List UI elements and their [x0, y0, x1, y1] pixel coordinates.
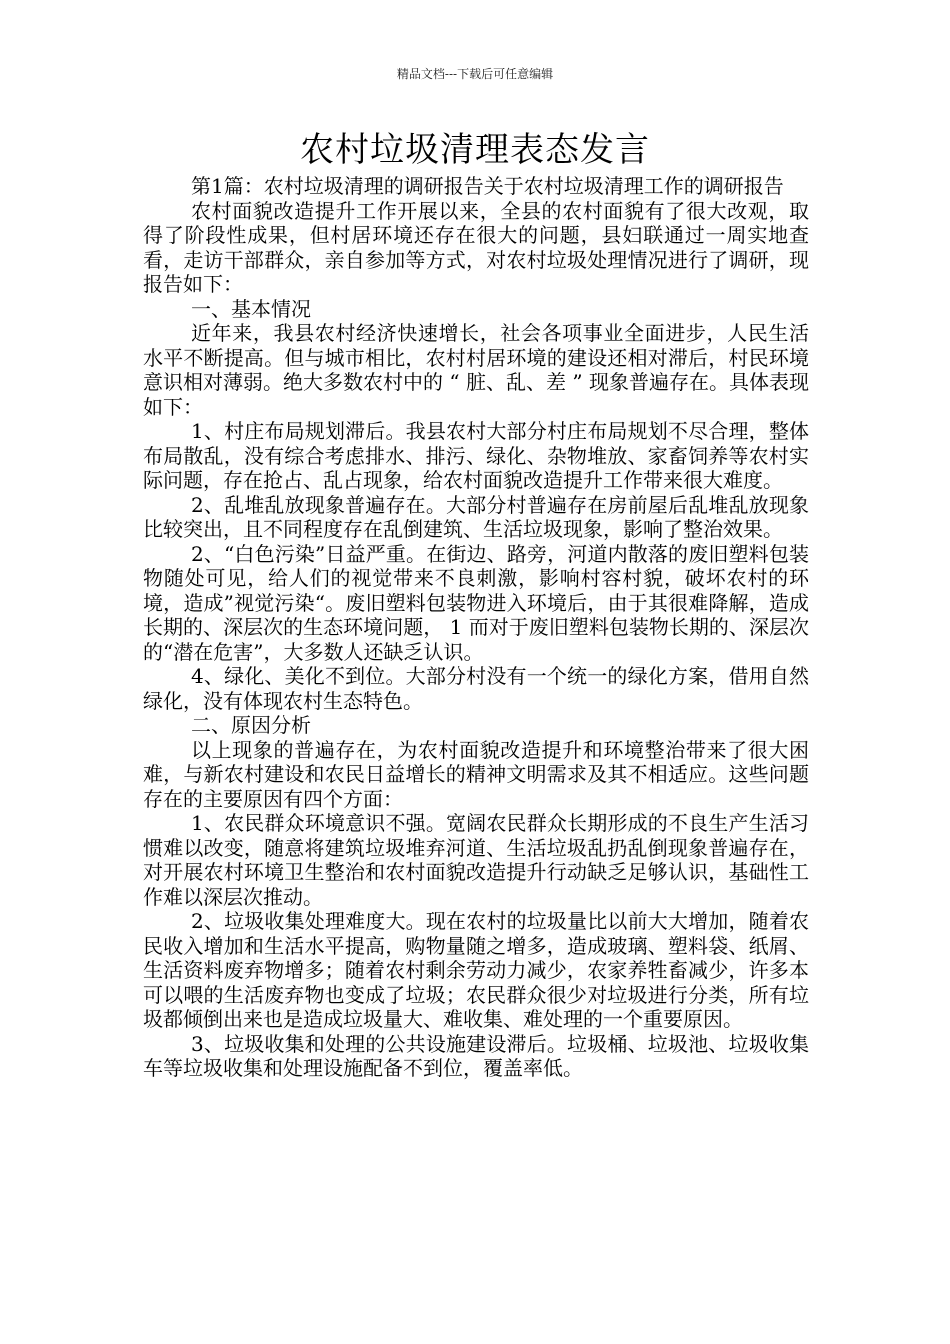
paragraph-article-heading: 第1篇：农村垃圾清理的调研报告关于农村垃圾清理工作的调研报告 [191, 174, 784, 198]
paragraph-item-layout: 1、村庄布局规划滞后。我县农村大部分村庄布局规划不尽合理，整体布局散乱，没有综合考虑排水、排污、绿化、杂物堆放、家畜饲养等农村实际问题，存在抢占、乱占现象，给农村面貌改造提升工作带来很大难度。 [143, 419, 809, 492]
document-title: 农村垃圾清理表态发言 [300, 130, 650, 170]
section-heading-cause-analysis: 二、原因分析 [191, 713, 311, 737]
paragraph-cause-facilities: 3、垃圾收集和处理的公共设施建设滞后。垃圾桶、垃圾池、垃圾收集车等垃圾收集和处理设施配备不到位，覆盖率低。 [143, 1031, 809, 1080]
document-body [143, 174, 809, 1081]
paragraph-intro: 农村面貌改造提升工作开展以来，全县的农村面貌有了很大改观，取得了阶段性成果，但村居环境还存在很大的问题，县妇联通过一周实地查看，走访干部群众，亲自参加等方式，对农村垃圾处理情况进行了调研，现报告如下： [143, 198, 809, 296]
paragraph-cause-awareness: 1、农民群众环境意识不强。宽阔农民群众长期形成的不良生产生活习惯难以改变，随意将建筑垃圾堆弃河道、生活垃圾乱扔乱倒现象普遍存在，对开展农村环境卫生整治和农村面貌改造提升行动缺乏足够认识，基础性工作难以深层次推动。 [143, 811, 809, 909]
paragraph-item-white-pollution: 2、“白色污染”日益严重。在街边、路旁，河道内散落的废旧塑料包装物随处可见，给人们的视觉带来不良刺激，影响村容村貌，破坏农村的环境，造成”视觉污染“。废旧塑料包装物进入环境后，由于其很难降解，造成长期的、深层次的生态环境问题， 1 而对于废旧塑料包装物长期的、深层次的“潜在危害”，大多数人还缺乏认识。 [143, 541, 809, 664]
paragraph-cause-intro: 以上现象的普遍存在，为农村面貌改造提升和环境整治带来了很大困难，与新农村建设和农民日益增长的精神文明需求及其不相适应。这些问题存在的主要原因有四个方面： [143, 737, 809, 811]
paragraph-item-greening: 4、绿化、美化不到位。大部分村没有一个统一的绿化方案，借用自然绿化，没有体现农村生态特色。 [143, 664, 809, 713]
header-note: 精品文档---下载后可任意编辑 [396, 67, 554, 81]
section-heading-basic-situation: 一、基本情况 [191, 296, 311, 321]
paragraph-cause-collection: 2、垃圾收集处理难度大。现在农村的垃圾量比以前大大增加，随着农民收入增加和生活水平提高，购物量随之增多，造成玻璃、塑料袋、纸屑、生活资料废弃物增多；随着农村剩余劳动力减少，农家养牲畜减少，许多本可以喂的生活废弃物也变成了垃圾；农民群众很少对垃圾进行分类，所有垃圾都倾倒出来也是造成垃圾量大、难收集、难处理的一个重要原因。 [143, 909, 809, 1031]
paragraph-item-clutter: 2、乱堆乱放现象普遍存在。大部分村普遍存在房前屋后乱堆乱放现象比较突出，且不同程度存在乱倒建筑、生活垃圾现象，影响了整治效果。 [143, 492, 809, 541]
paragraph-overview: 近年来，我县农村经济快速增长，社会各项事业全面进步，人民生活水平不断提高。但与城市相比，农村村居环境的建设还相对滞后，村民环境意识相对薄弱。绝大多数农村中的 “ 脏、乱、差 ” 现象普遍存在。具体表现如下： [143, 321, 809, 419]
